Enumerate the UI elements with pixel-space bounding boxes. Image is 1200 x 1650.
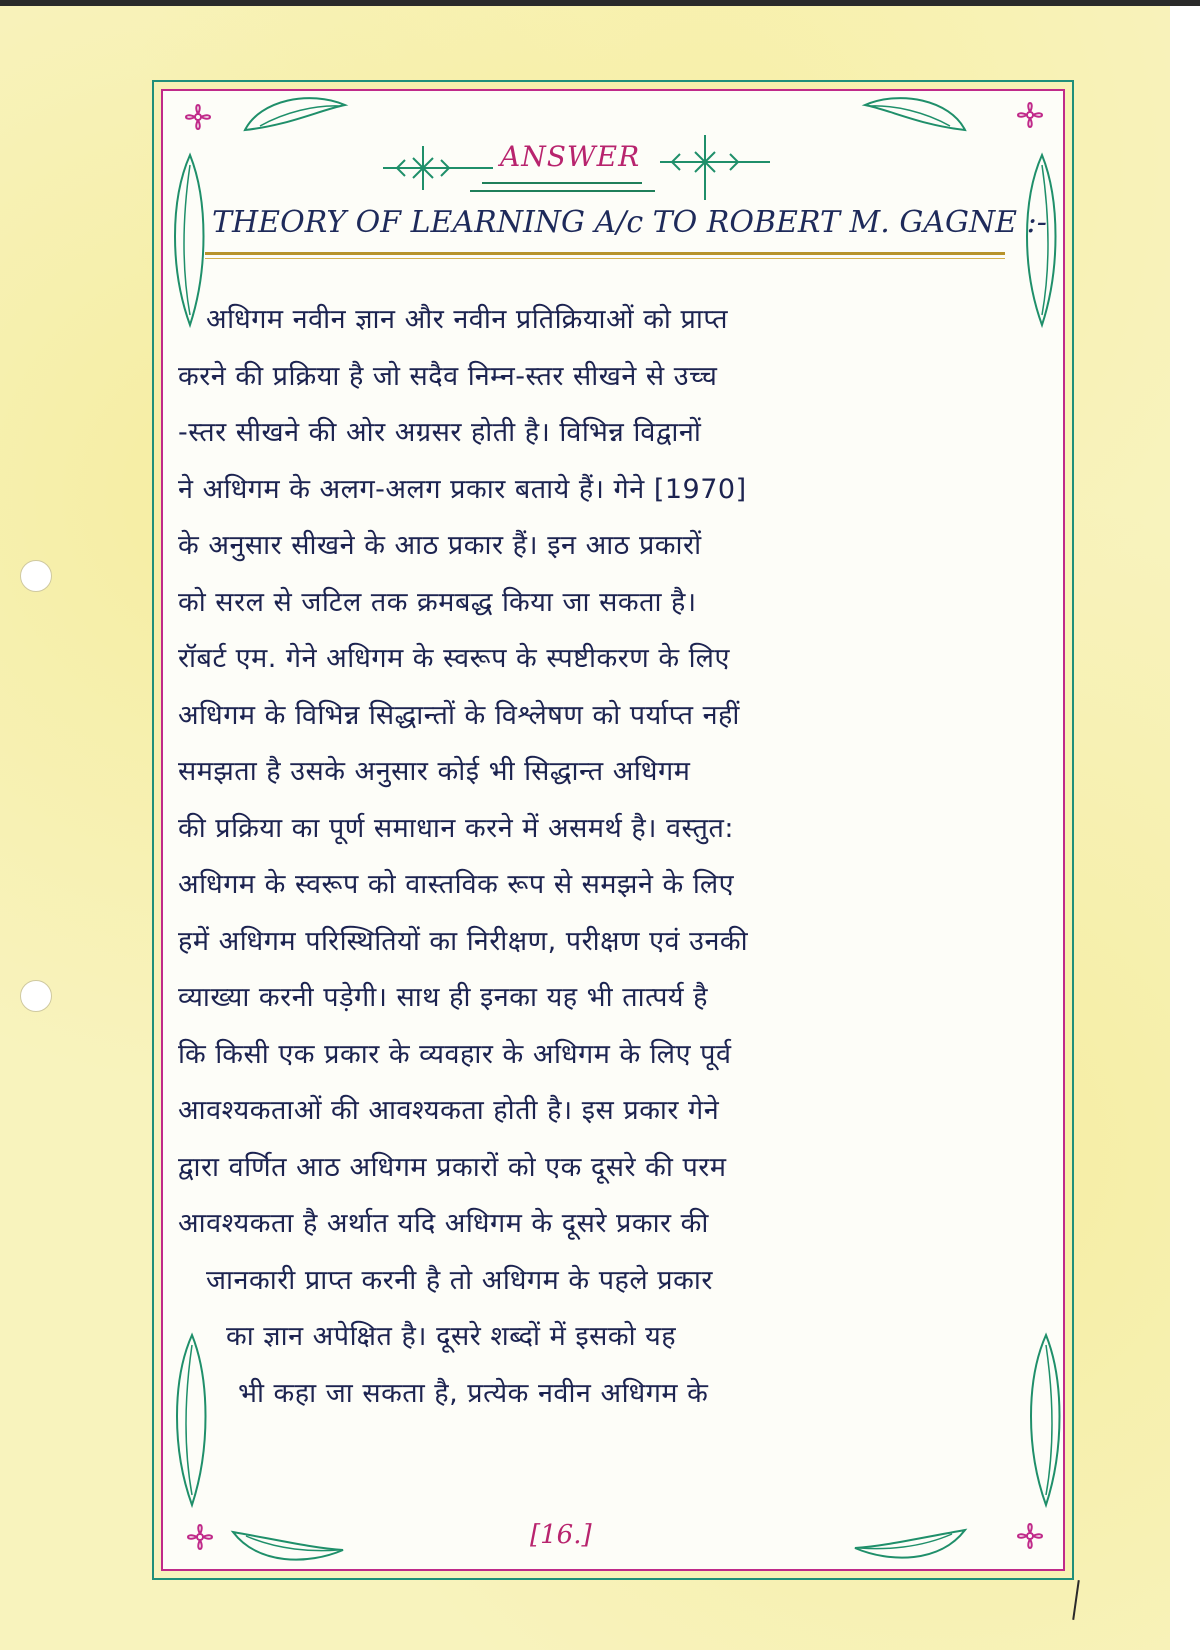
- page-number: [16.]: [530, 1520, 592, 1550]
- star-ornament-icon-left: [383, 138, 493, 198]
- answer-underline: [482, 182, 642, 184]
- text-line: द्वारा वर्णित आठ अधिगम प्रकारों को एक दूसरे की परम: [178, 1151, 727, 1183]
- text-line: -स्तर सीखने की ओर अग्रसर होती है। विभिन्न विद्वानों: [178, 417, 702, 448]
- text-line: अधिगम नवीन ज्ञान और नवीन प्रतिक्रियाओं को प्राप्त: [206, 304, 729, 335]
- punch-hole-upper: [20, 560, 52, 592]
- text-line: की प्रक्रिया का पूर्ण समाधान करने में असमर्थ है। वस्तुत:: [178, 812, 734, 844]
- answer-underline-second: [470, 190, 655, 192]
- text-line: आवश्यकता है अर्थात यदि अधिगम के दूसरे प्रकार की: [178, 1208, 709, 1239]
- heading-underline-thin: [205, 258, 1005, 259]
- text-line: अधिगम के विभिन्न सिद्धान्तों के विश्लेषण को पर्याप्त नहीं: [178, 699, 740, 731]
- flower-icon-bottom-left: [170, 1512, 230, 1562]
- scan-top-edge: [0, 0, 1200, 6]
- text-line: ने अधिगम के अलग-अलग प्रकार बताये हैं। गेने [1970]: [178, 473, 747, 505]
- text-line: का ज्ञान अपेक्षित है। दूसरे शब्दों में इसको यह: [226, 1321, 677, 1352]
- text-line: को सरल से जटिल तक क्रमबद्ध किया जा सकता है।: [178, 586, 697, 618]
- text-line: व्याख्या करनी पड़ेगी। साथ ही इनका यह भी तात्पर्य है: [178, 982, 709, 1013]
- leaf-swirl-icon-bottom-right: [850, 1518, 970, 1568]
- heading-underline: [205, 252, 1005, 255]
- punch-hole-lower: [20, 980, 52, 1012]
- flower-icon-bottom-right: [1000, 1508, 1060, 1564]
- text-line: करने की प्रक्रिया है जो सदैव निम्न-स्तर सीखने से उच्च: [178, 360, 718, 392]
- star-ornament-icon-right: [660, 130, 770, 205]
- page-heading: THEORY OF LEARNING A/c TO ROBERT M. GAGNE :-: [212, 205, 1047, 240]
- leaf-swirl-icon-top-right: [860, 90, 970, 140]
- text-line: हमें अधिगम परिस्थितियों का निरीक्षण, परीक्षण एवं उनकी: [178, 925, 749, 957]
- text-line: कि किसी एक प्रकार के व्यवहार के अधिगम के लिए पूर्व: [178, 1038, 732, 1070]
- flower-icon-top-right: [1000, 90, 1060, 140]
- text-line: अधिगम के स्वरूप को वास्तविक रूप से समझने के लिए: [178, 869, 735, 900]
- text-line: के अनुसार सीखने के आठ प्रकार हैं। इन आठ प्रकारों: [178, 530, 702, 561]
- body-text: [178, 292, 1068, 1422]
- text-line: जानकारी प्राप्त करनी है तो अधिगम के पहले प्रकार: [206, 1264, 713, 1296]
- text-line: रॉबर्ट एम. गेने अधिगम के स्वरूप के स्पष्टीकरण के लिए: [178, 643, 730, 674]
- scan-margin: [1170, 0, 1200, 1650]
- answer-label: ANSWER: [500, 140, 641, 173]
- text-line: भी कहा जा सकता है, प्रत्येक नवीन अधिगम के: [238, 1377, 709, 1409]
- leaf-swirl-icon-bottom-left: [228, 1520, 348, 1570]
- text-line: समझता है उसके अनुसार कोई भी सिद्धान्त अधिगम: [178, 756, 691, 787]
- flower-icon-top-left: [168, 92, 228, 142]
- text-line: आवश्यकताओं की आवश्यकता होती है। इस प्रकार गेने: [178, 1095, 720, 1126]
- leaf-swirl-icon-top-left: [240, 90, 350, 140]
